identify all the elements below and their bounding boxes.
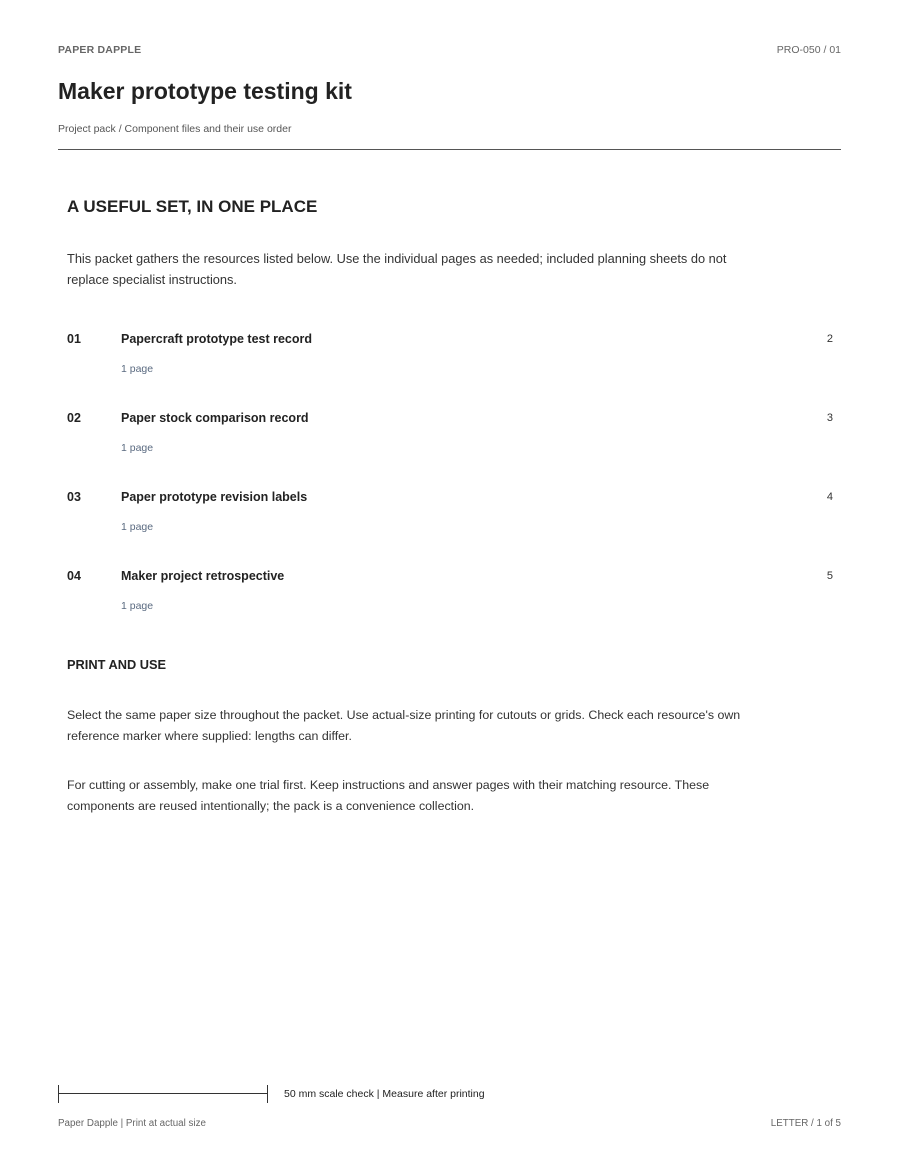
contents-item-meta: 1 page (121, 600, 154, 612)
contents-item-number: 04 (67, 569, 81, 583)
scale-bar (58, 1085, 268, 1103)
contents-item (67, 567, 833, 646)
contents-item-number: 01 (67, 332, 81, 346)
footer-left: Paper Dapple | Print at actual size (58, 1118, 206, 1129)
scale-bar-tick-left (58, 1085, 59, 1103)
contents-item-title: Paper stock comparison record (121, 411, 309, 425)
footer-page-info: LETTER / 1 of 5 (770, 1118, 841, 1129)
page-title: Maker prototype testing kit (58, 78, 352, 104)
contents-item (67, 409, 833, 488)
document-code: PRO-050 / 01 (776, 44, 841, 56)
intro-text: This packet gathers the resources listed below. Use the individual pages as needed; included planning sheets do not replace specialist instructions. (67, 251, 727, 287)
brand-name: PAPER DAPPLE (58, 44, 142, 56)
contents-item-number: 02 (67, 411, 81, 425)
header-divider (58, 149, 841, 150)
print-paragraph: Select the same paper size throughout the packet. Use actual-size printing for cutouts or grids. Check each resource's own reference marker where supplied: lengths can differ. (67, 708, 741, 743)
contents-item (67, 488, 833, 567)
contents-item-page: 2 (826, 333, 833, 345)
contents-item-meta: 1 page (121, 442, 154, 454)
contents-list (67, 330, 833, 646)
contents-item-page: 4 (826, 491, 833, 503)
print-paragraph: For cutting or assembly, make one trial first. Keep instructions and answer pages with their matching resource. These components are reused intentionally; the pack is a convenience collection. (67, 778, 710, 813)
scale-bar-line (58, 1093, 268, 1094)
intro-heading: A USEFUL SET, IN ONE PLACE (67, 197, 318, 216)
contents-item-title: Papercraft prototype test record (121, 332, 313, 346)
contents-item (67, 330, 833, 409)
contents-item-page: 3 (826, 412, 833, 424)
print-heading: PRINT AND USE (67, 657, 167, 672)
scale-label: 50 mm scale check | Measure after printing (284, 1088, 485, 1100)
contents-item-number: 03 (67, 490, 81, 504)
scale-bar-tick-right (267, 1085, 268, 1103)
contents-item-meta: 1 page (121, 521, 154, 533)
contents-item-meta: 1 page (121, 363, 154, 375)
contents-item-title: Paper prototype revision labels (121, 490, 308, 504)
contents-item-page: 5 (826, 570, 833, 582)
page-subtitle: Project pack / Component files and their use order (58, 123, 292, 135)
contents-item-title: Maker project retrospective (121, 569, 285, 583)
